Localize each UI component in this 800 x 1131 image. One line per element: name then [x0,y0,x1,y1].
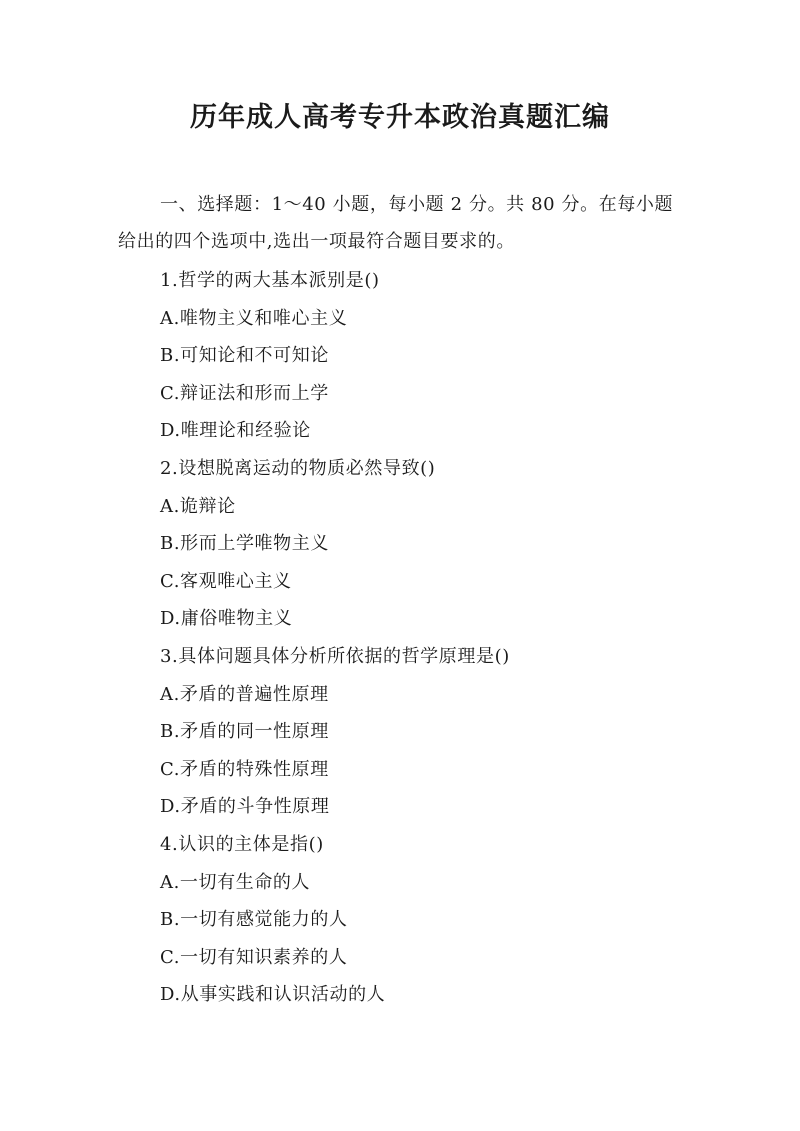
question-1: 1.哲学的两大基本派别是() [160,270,380,291]
question-3-option-d: D.矛盾的斗争性原理 [160,796,330,818]
question-2: 2.设想脱离运动的物质必然导致() [160,457,436,479]
question-4-option-b: B.一切有感觉能力的人 [160,909,348,931]
question-4: 4.认识的主体是指() [160,833,324,855]
question-list [160,262,700,1014]
question-1-option-a: A.唯物主义和唯心主义 [160,307,348,329]
question-3-option-c: C.矛盾的特殊性原理 [160,758,329,780]
question-4-option-d: D.从事实践和认识活动的人 [160,984,386,1006]
question-3-option-a: A.矛盾的普遍性原理 [160,683,329,705]
question-1-option-b: B.可知论和不可知论 [160,345,329,367]
question-2-option-d: D.庸俗唯物主义 [160,608,293,630]
document-title: 历年成人高考专升本政治真题汇编 [190,102,610,133]
question-3: 3.具体问题具体分析所依据的哲学原理是() [160,645,510,667]
question-4-option-a: A.一切有生命的人 [160,871,311,893]
question-4-option-c: C.一切有知识素养的人 [160,946,348,968]
question-2-option-a: A.诡辩论 [160,495,236,517]
question-1-option-d: D.唯理论和经验论 [160,420,311,442]
question-1-option-c: C.辩证法和形而上学 [160,382,329,404]
section-intro: 一、选择题：1～40 小题，每小题 2 分。共 80 分。在每小题给出的四个选项中,选出一项最符合题目要求的。 [118,194,674,252]
question-2-option-c: C.客观唯心主义 [160,570,292,592]
question-2-option-b: B.形而上学唯物主义 [160,533,329,555]
question-3-option-b: B.矛盾的同一性原理 [160,721,329,743]
